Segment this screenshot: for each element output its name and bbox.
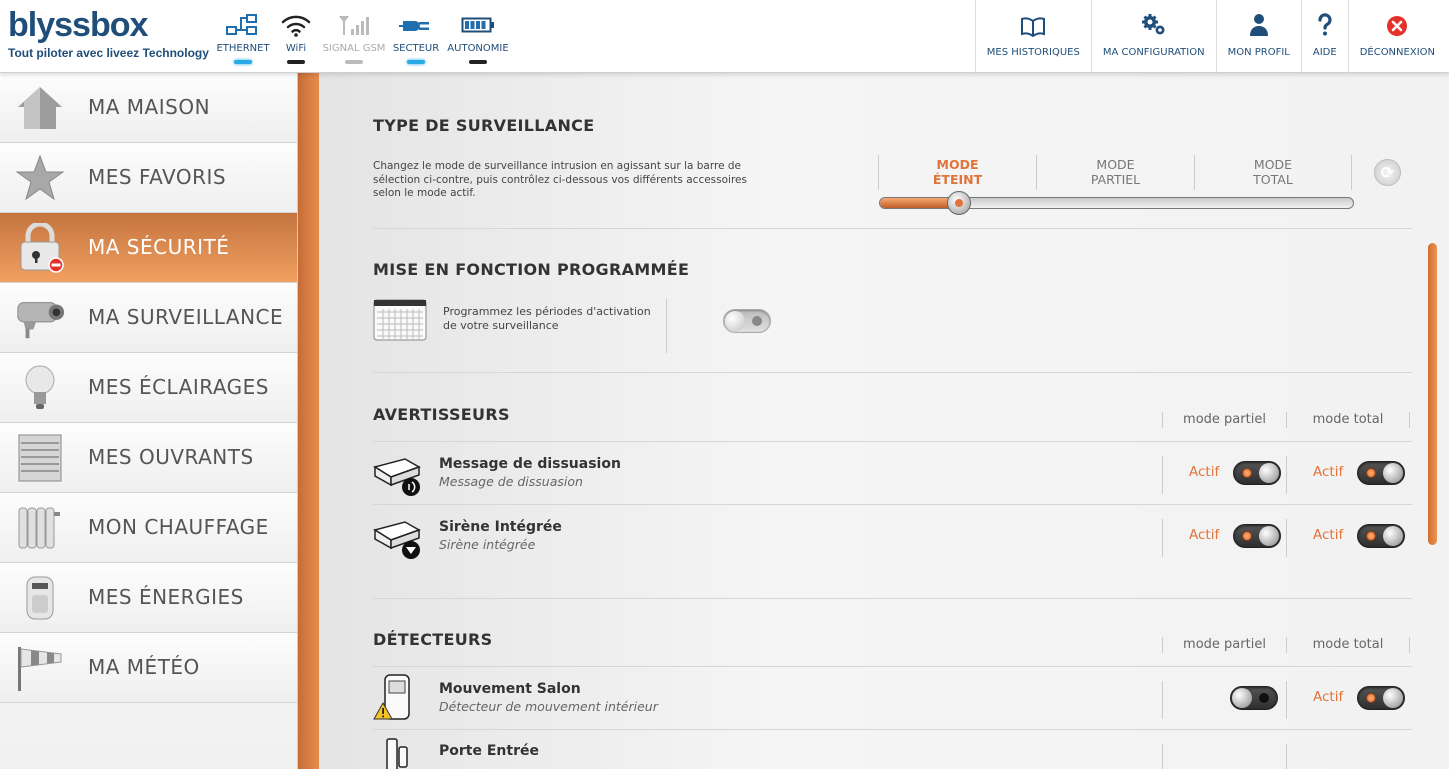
sidebar-item-meteo[interactable]: [0, 633, 297, 703]
sidebar-item-label: MA SÉCURITÉ: [88, 235, 230, 259]
user-icon: [1249, 13, 1269, 41]
sidebar-item-label: MES FAVORIS: [88, 165, 227, 189]
sidebar-item-ouvrants[interactable]: [0, 423, 297, 493]
divider: [373, 729, 1412, 730]
partiel-toggle[interactable]: [1233, 524, 1281, 548]
divider: [1286, 519, 1287, 557]
divider: [373, 666, 1412, 667]
detecteurs-col-total: mode total: [1286, 637, 1410, 653]
top-header: [0, 0, 1449, 73]
divider: [1286, 456, 1287, 494]
sidebar-item-label: MA MÉTÉO: [88, 655, 200, 679]
toggle-dot: [752, 316, 762, 326]
nav-deconnexion-label: DÉCONNEXION: [1359, 47, 1435, 58]
nav-deconnexion-button[interactable]: [1348, 0, 1449, 73]
mode-total-option[interactable]: [1194, 155, 1352, 190]
toggle-knob: [1383, 688, 1403, 708]
detecteurs-title: DÉTECTEURS: [373, 630, 493, 649]
sidebar-item-label: MA SURVEILLANCE: [88, 305, 284, 329]
programmed-description: [443, 305, 651, 332]
programmed-toggle[interactable]: [723, 309, 771, 333]
status-secteur-indicator: [407, 60, 425, 64]
partiel-toggle[interactable]: [1230, 686, 1278, 710]
house-icon: [14, 82, 66, 134]
nav-profil-label: MON PROFIL: [1227, 47, 1290, 58]
avertisseurs-title: AVERTISSEURS: [373, 405, 510, 424]
divider: [1162, 681, 1163, 719]
status-secteur: [381, 14, 451, 64]
mode-total-line2: TOTAL: [1253, 172, 1293, 187]
partiel-status: Actif: [1189, 527, 1220, 543]
top-nav: [975, 0, 1449, 73]
total-toggle[interactable]: [1357, 524, 1405, 548]
sidebar-item-label: MES OUVRANTS: [88, 445, 254, 469]
main-scrollbar[interactable]: [1428, 243, 1437, 545]
sidebar-item-chauffage[interactable]: [0, 493, 297, 563]
row-name: Porte Entrée: [439, 743, 539, 759]
slider-handle[interactable]: [947, 191, 971, 215]
camera-icon: [14, 292, 66, 344]
status-wifi-indicator: [287, 60, 305, 64]
main-panel: [319, 73, 1449, 769]
divider: [1162, 744, 1163, 769]
partiel-status: Actif: [1189, 464, 1220, 480]
shutter-icon: [14, 432, 66, 484]
surveillance-title: TYPE DE SURVEILLANCE: [373, 116, 595, 135]
status-autonomie-label: AUTONOMIE: [447, 43, 509, 54]
toggle-knob: [1259, 526, 1279, 546]
divider: [666, 299, 667, 353]
divider: [1162, 519, 1163, 557]
help-icon: [1317, 13, 1333, 41]
nav-configuration-label: MA CONFIGURATION: [1102, 47, 1205, 58]
sidebar-item-eclairages[interactable]: [0, 353, 297, 423]
mode-partiel-line2: PARTIEL: [1090, 172, 1141, 187]
avertisseurs-col-partiel: mode partiel: [1162, 412, 1286, 428]
sidebar-item-surveillance[interactable]: [0, 283, 297, 353]
divider: [373, 504, 1412, 505]
mode-eteint-line1: MODE: [936, 157, 979, 172]
sidebar-item-favoris[interactable]: [0, 143, 297, 213]
wifi-icon: [280, 13, 312, 41]
total-toggle[interactable]: [1357, 461, 1405, 485]
nav-historiques-button[interactable]: [975, 0, 1091, 73]
brand-name: blyssbox: [8, 6, 148, 44]
speaker-device-icon: [373, 457, 423, 501]
nav-aide-label: AIDE: [1312, 47, 1337, 58]
avertisseurs-col-total: mode total: [1286, 412, 1410, 428]
mode-partiel-line1: MODE: [1096, 157, 1135, 172]
motion-detector-icon: [373, 673, 417, 727]
padlock-icon: [14, 222, 66, 274]
toggle-knob: [1383, 526, 1403, 546]
divider: [373, 598, 1412, 599]
toggle-dot: [1366, 531, 1376, 541]
divider: [373, 228, 1412, 229]
sidebar-accent-strip: [298, 73, 319, 769]
sidebar-item-label: MON CHAUFFAGE: [88, 515, 269, 539]
status-gsm-label: SIGNAL GSM: [322, 43, 386, 54]
sidebar: [0, 73, 298, 769]
toggle-dot: [1259, 693, 1269, 703]
total-status: Actif: [1313, 464, 1344, 480]
sidebar-item-maison[interactable]: [0, 73, 297, 143]
nav-configuration-button[interactable]: [1091, 0, 1216, 73]
toggle-knob: [1383, 463, 1403, 483]
ethernet-icon: [225, 13, 261, 41]
surveillance-mode-slider[interactable]: [879, 197, 1354, 209]
row-subtitle: Message de dissuasion: [439, 474, 583, 489]
mode-partiel-option[interactable]: [1036, 155, 1194, 190]
brand-tagline: Tout piloter avec liveez Technology: [8, 46, 209, 60]
sidebar-item-label: MES ÉCLAIRAGES: [88, 375, 269, 399]
brand-logo[interactable]: [8, 8, 209, 60]
sidebar-item-label: MES ÉNERGIES: [88, 585, 244, 609]
toggle-dot: [1242, 531, 1252, 541]
toggle-knob: [725, 311, 745, 331]
detecteurs-col-partiel: mode partiel: [1162, 637, 1286, 653]
radiator-icon: [14, 502, 66, 554]
status-gsm: [319, 14, 389, 64]
row-subtitle: Sirène intégrée: [439, 537, 536, 552]
nav-historiques-label: MES HISTORIQUES: [986, 47, 1080, 58]
mode-eteint-line2: ÉTEINT: [932, 172, 983, 187]
calendar-icon: [373, 299, 427, 345]
power-plug-icon: [399, 13, 433, 41]
nav-aide-button[interactable]: [1301, 0, 1348, 73]
partiel-toggle[interactable]: [1233, 461, 1281, 485]
meter-icon: [14, 572, 66, 624]
total-toggle[interactable]: [1357, 686, 1405, 710]
status-wifi-label: WiFi: [285, 43, 307, 54]
book-icon: [1020, 17, 1046, 41]
toggle-dot: [1366, 693, 1376, 703]
mode-total-line1: MODE: [1253, 157, 1293, 172]
sidebar-item-securite[interactable]: [0, 213, 297, 283]
programmed-description-line1: Programmez les périodes d'activation: [443, 305, 651, 318]
refresh-icon[interactable]: ⟳: [1374, 159, 1401, 186]
divider: [373, 372, 1412, 373]
total-status: Actif: [1313, 527, 1344, 543]
toggle-knob: [1232, 688, 1252, 708]
row-name: Message de dissuasion: [439, 456, 621, 472]
surveillance-description: Changez le mode de surveillance intrusion en agissant sur la barre de sélection ci-contre, puis contrôlez ci-dessous vos différents accessoires selon le mode actif.: [373, 160, 747, 199]
sidebar-item-label: MA MAISON: [88, 95, 211, 119]
siren-device-icon: [373, 520, 423, 564]
gsm-signal-icon: [337, 13, 371, 41]
logout-icon: [1386, 15, 1408, 41]
battery-icon: [461, 15, 495, 39]
nav-profil-button[interactable]: [1216, 0, 1301, 73]
divider: [1162, 456, 1163, 494]
row-name: Mouvement Salon: [439, 681, 581, 697]
status-gsm-indicator: [345, 60, 363, 64]
divider: [1286, 744, 1287, 769]
status-autonomie-indicator: [469, 60, 487, 64]
divider: [373, 441, 1412, 442]
toggle-dot: [1242, 468, 1252, 478]
status-autonomie: [443, 14, 513, 64]
toggle-dot: [1366, 468, 1376, 478]
door-sensor-icon: [385, 737, 411, 769]
sidebar-item-energies[interactable]: [0, 563, 297, 633]
row-subtitle: Détecteur de mouvement intérieur: [439, 699, 658, 714]
toggle-knob: [1259, 463, 1279, 483]
star-icon: [14, 152, 66, 204]
windsock-icon: [14, 642, 66, 694]
status-ethernet-label: ETHERNET: [216, 43, 270, 54]
divider: [1286, 681, 1287, 719]
mode-eteint-option[interactable]: [878, 155, 1036, 190]
status-secteur-label: SECTEUR: [392, 43, 440, 54]
programmed-description-line2: de votre surveillance: [443, 318, 559, 332]
bulb-icon: [14, 362, 66, 414]
row-name: Sirène Intégrée: [439, 519, 562, 535]
gears-icon: [1141, 13, 1167, 41]
total-status: Actif: [1313, 689, 1344, 705]
status-ethernet-indicator: [234, 60, 252, 64]
programmed-title: MISE EN FONCTION PROGRAMMÉE: [373, 260, 690, 279]
